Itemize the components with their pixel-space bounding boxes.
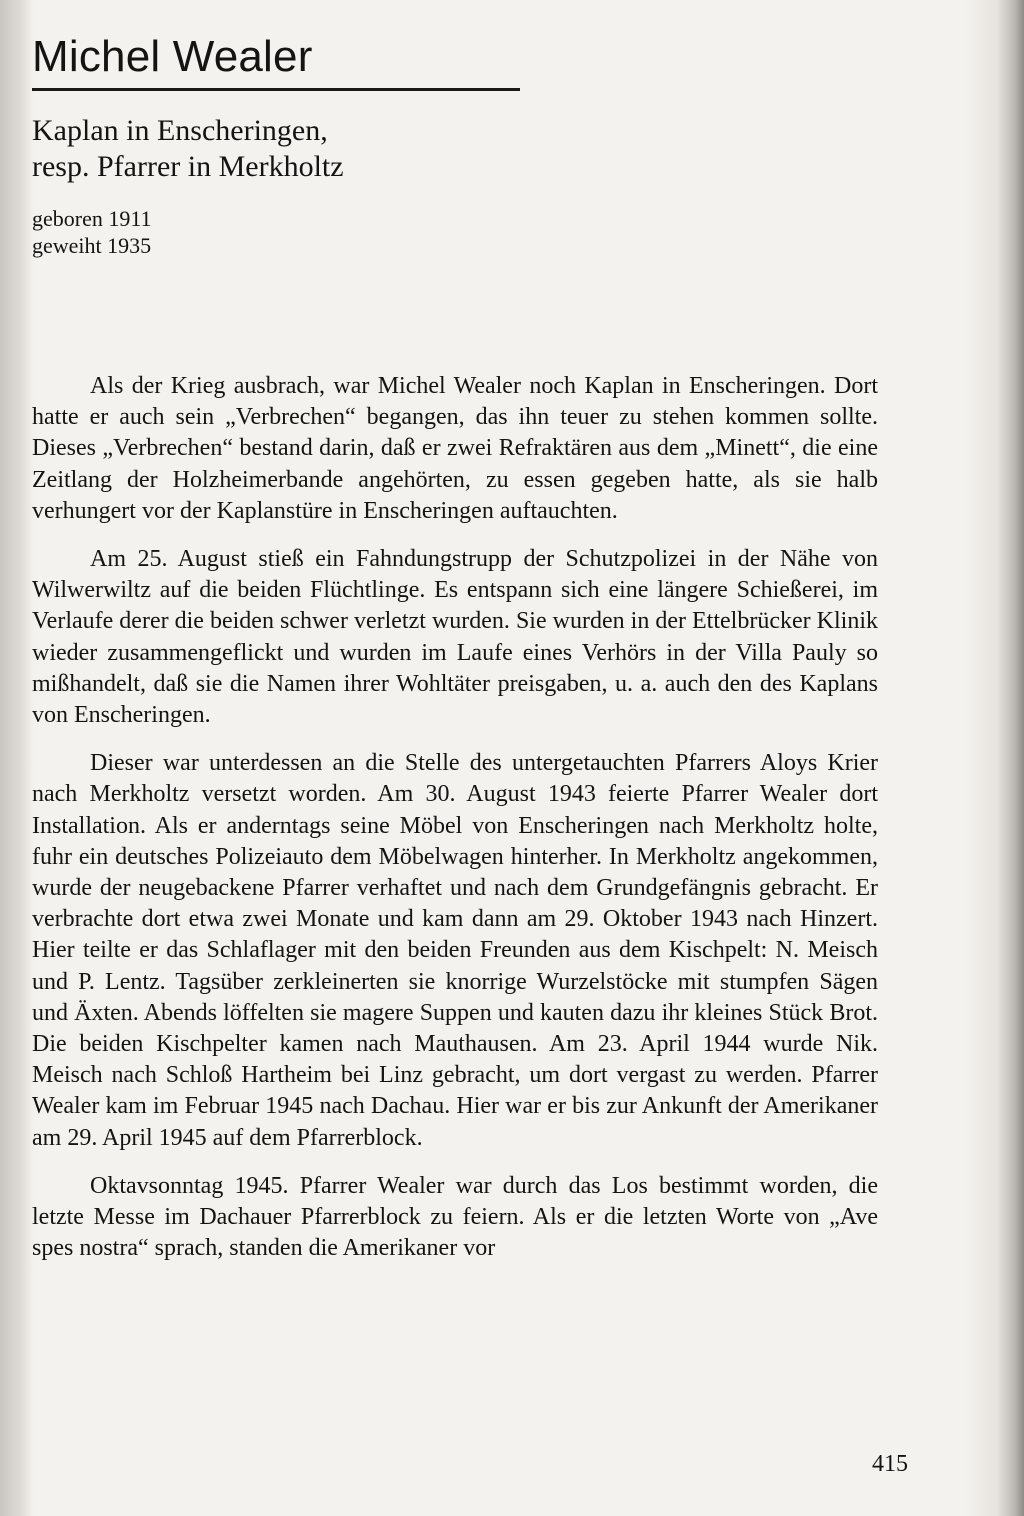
book-page (32, 30, 908, 1477)
paragraph-2: Am 25. August stieß ein Fahndungstrupp der Schutzpolizei in der Nähe von Wilwerwiltz auf die beiden Flüchtlinge. Es entspann sich eine längere Schießerei, im Verlaufe derer die beiden schwer verletzt wurden. Sie wurden in der Ettelbrücker Klinik wieder zusammengeflickt und wurden im Laufe eines Verhörs in der Villa Pauly so mißhandelt, daß sie die Namen ihrer Wohltäter preisgaben, u. a. auch den des Kaplans von Enscheringen. (32, 546, 878, 729)
page-number: 415 (872, 1451, 908, 1477)
title-underline (32, 88, 520, 91)
paragraph-1: Als der Krieg ausbrach, war Michel Wealer noch Kaplan in Enscheringen. Dort hatte er auch sein „Verbrechen“ begangen, das ihn teuer zu stehen kommen sollte. Dieses „Verbrechen“ bestand darin, daß er zwei Refraktären aus dem „Minett“, die eine Zeitlang der Holzheimerbande angehörten, zu essen gegeben hatte, als sie halb verhungert vor der Kaplanstüre in Enscheringen auftauchten. (32, 373, 878, 524)
article-body (32, 371, 878, 1281)
paragraph-3: Dieser war unterdessen an die Stelle des untergetauchten Pfarrers Aloys Krier nach Merkholtz versetzt worden. Am 30. August 1943 feierte Pfarrer Wealer dort Installation. Als er anderntags seine Möbel von Enscheringen nach Merkholtz holte, fuhr ein deutsches Polizeiauto dem Möbelwagen hinterher. In Merkholtz angekommen, wurde der neugebackene Pfarrer verhaftet und nach dem Grundgefängnis gebracht. Er verbrachte dort etwa zwei Monate und kam dann am 29. Oktober 1943 nach Hinzert. Hier teilte er das Schlaflager mit den beiden Freunden aus dem Kischpelt: N. Meisch und P. Lentz. Tagsüber zerkleinerten sie knorrige Wurzelstöcke mit stumpfen Sägen und Äxten. Abends löffelten sie magere Suppen und kauten dazu ihr kleines Stück Brot. Die beiden Kischpelter kamen nach Mauthausen. Am 23. April 1944 wurde Nik. Meisch nach Schloß Hartheim bei Linz gebracht, um dort vergast zu werden. Pfarrer Wealer kam im Februar 1945 nach Dachau. Hier war er bis zur Ankunft der Amerikaner am 29. April 1945 auf dem Pfarrerblock. (32, 750, 878, 1151)
book-gutter-shadow (0, 0, 34, 1516)
subtitle (32, 113, 882, 185)
ordination-year: geweiht 1935 (32, 233, 152, 258)
subtitle-line-1: Kaplan in Enscheringen, (32, 114, 328, 147)
page-edge (964, 0, 1024, 1516)
paragraph-4: Oktavsonntag 1945. Pfarrer Wealer war durch das Los bestimmt worden, die letzte Messe im Dachauer Pfarrerblock zu feiern. Als er die letzten Worte von „Ave spes nostra“ sprach, standen die Amerikaner vor (32, 1172, 878, 1262)
biographical-dates (32, 205, 882, 259)
birth-year: geboren 1911 (32, 206, 152, 231)
subtitle-line-2: resp. Pfarrer in Merkholtz (32, 150, 344, 183)
page-title: Michel Wealer (32, 32, 313, 81)
